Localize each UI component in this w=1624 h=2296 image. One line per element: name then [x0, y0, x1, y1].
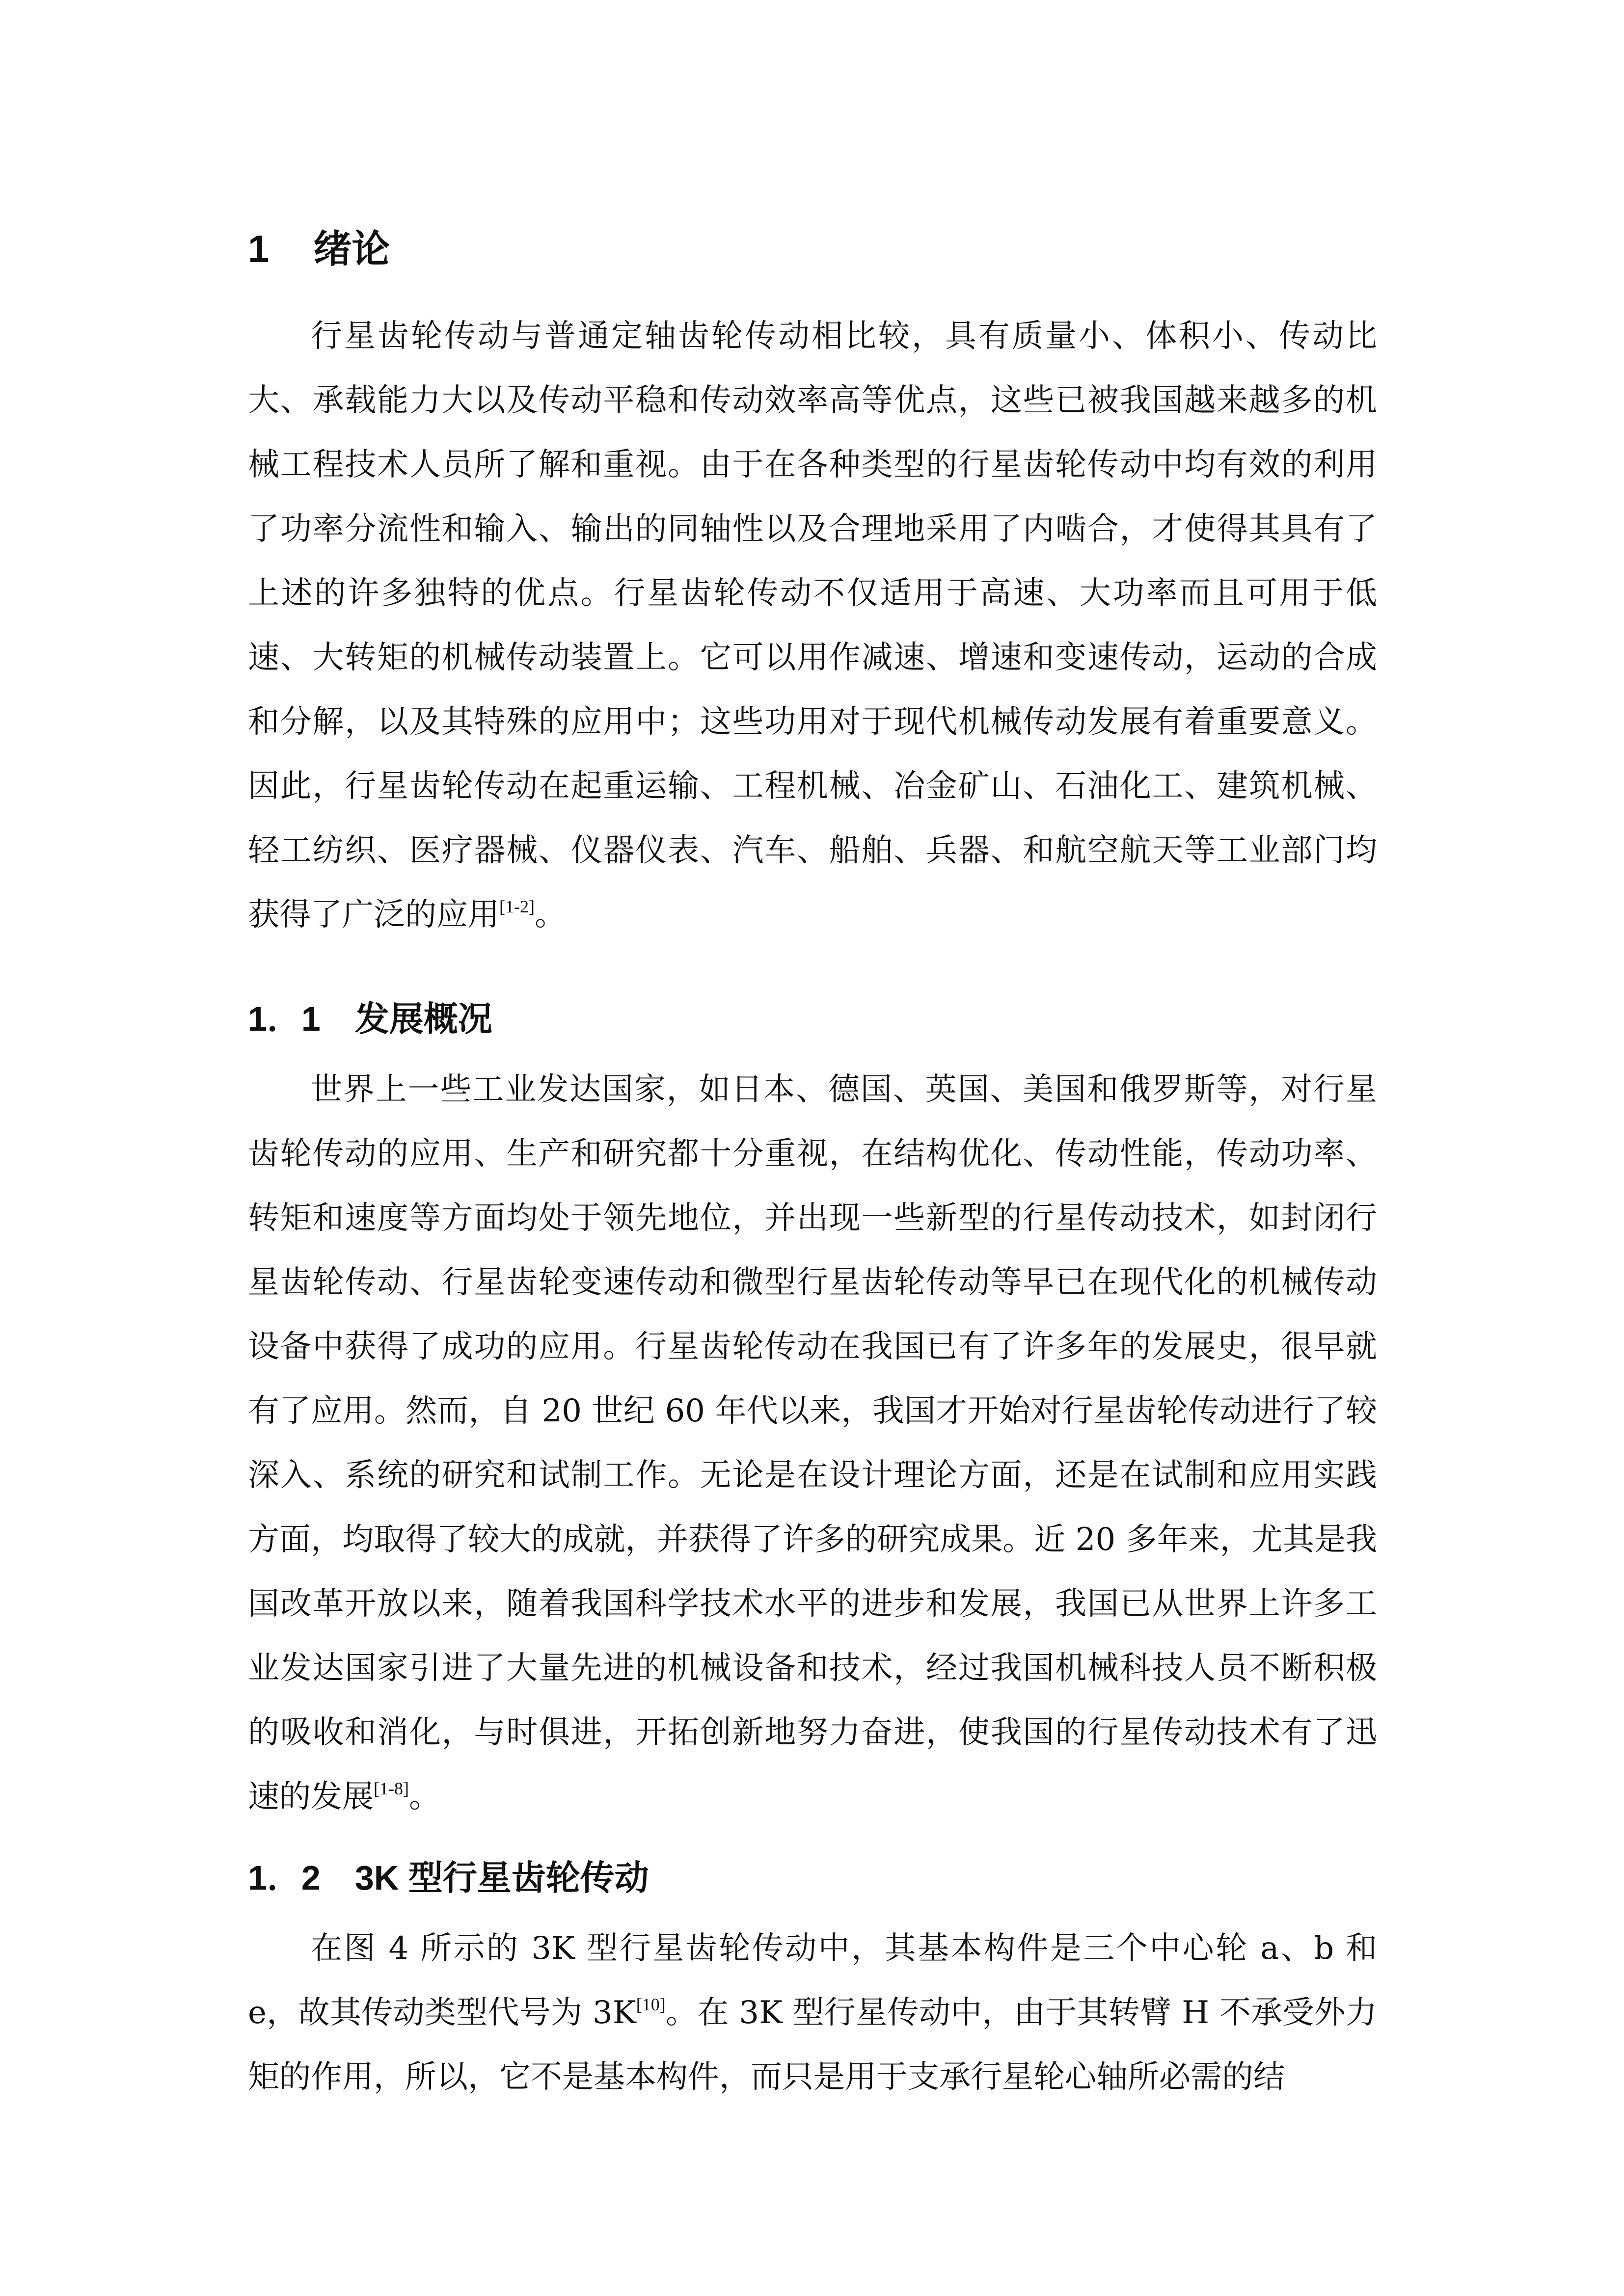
citation: [1-8] [374, 1779, 409, 1798]
section-number: 1．2 [248, 1859, 321, 1897]
intro-paragraph-end: 。 [534, 897, 566, 933]
intro-paragraph-text: 行星齿轮传动与普通定轴齿轮传动相比较，具有质量小、体积小、传动比大、承载能力大以及传动平稳和传动效率高等优点，这些已被我国越来越多的机械工程技术人员所了解和重视。由于在各种类型的行星齿轮传动中均有效的利用了功率分流性和输入、输出的同轴性以及合理地采用了内啮合，才使得其具有了上述的许多独特的优点。行星齿轮传动不仅适用于高速、大功率而且可用于低速、大转矩的机械传动装置上。它可以用作减速、增速和变速传动，运动的合成和分解，以及其特殊的应用中；这些功用对于现代机械传动发展有着重要意义。因此，行星齿轮传动在起重运输、工程机械、冶金矿山、石油化工、建筑机械、轻工纺织、医疗器械、仪器仪表、汽车、船舶、兵器、和航空航天等工业部门均获得了广泛的应用 [248, 318, 1377, 933]
intro-paragraph [248, 304, 1377, 947]
citation: [10] [636, 1995, 666, 2014]
development-paragraph-text: 世界上一些工业发达国家，如日本、德国、英国、美国和俄罗斯等，对行星齿轮传动的应用、生产和研究都十分重视，在结构优化、传动性能，传动功率、转矩和速度等方面均处于领先地位，并出现一些新型的行星传动技术，如封闭行星齿轮传动、行星齿轮变速传动和微型行星齿轮传动等早已在现代化的机械传动设备中获得了成功的应用。行星齿轮传动在我国已有了许多年的发展史，很早就有了应用。然而，自 20 世纪 60 年代以来，我国才开始对行星齿轮传动进行了较深入、系统的研究和试制工作。无论是在设计理论方面，还是在试制和应用实践方面，均取得了较大的成就，并获得了许多的研究成果。近 20 多年来，尤其是我国改革开放以来，随着我国科学技术水平的进步和发展，我国已从世界上许多工业发达国家引进了大量先进的机械设备和技术，经过我国机械科技人员不断积极的吸收和消化，与时俱进，开拓创新地努力奋进，使我国的行星传动技术有了迅速的发展 [248, 1071, 1377, 1815]
chapter-heading [248, 218, 390, 273]
3k-paragraph [248, 1917, 1377, 2109]
development-paragraph-end: 。 [408, 1779, 440, 1815]
chapter-title: 绪论 [313, 227, 390, 270]
section-title: 发展概况 [354, 1000, 492, 1038]
chapter-number: 1 [248, 227, 270, 270]
citation: [1-2] [499, 897, 535, 916]
3k-paragraph-text-a: 在图 4 所示的 3K 型行星齿轮传动中，其基本构件是三个中心轮 a、b 和 e，故其传动类型代号为 3K [248, 1930, 1377, 2031]
section-title: 3K 型行星齿轮传动 [354, 1859, 649, 1897]
3k-paragraph-text-b: 。在 3K 型行星传动中，由于其转臂 H 不承受外力矩的作用，所以，它不是基本构件，而只是用于支承行星轮心轴所必需的结 [248, 1995, 1378, 2095]
section-number: 1．1 [248, 1000, 321, 1038]
section-heading-1-2 [248, 1850, 649, 1900]
section-heading-1-1 [248, 991, 492, 1041]
development-paragraph [248, 1058, 1377, 1829]
